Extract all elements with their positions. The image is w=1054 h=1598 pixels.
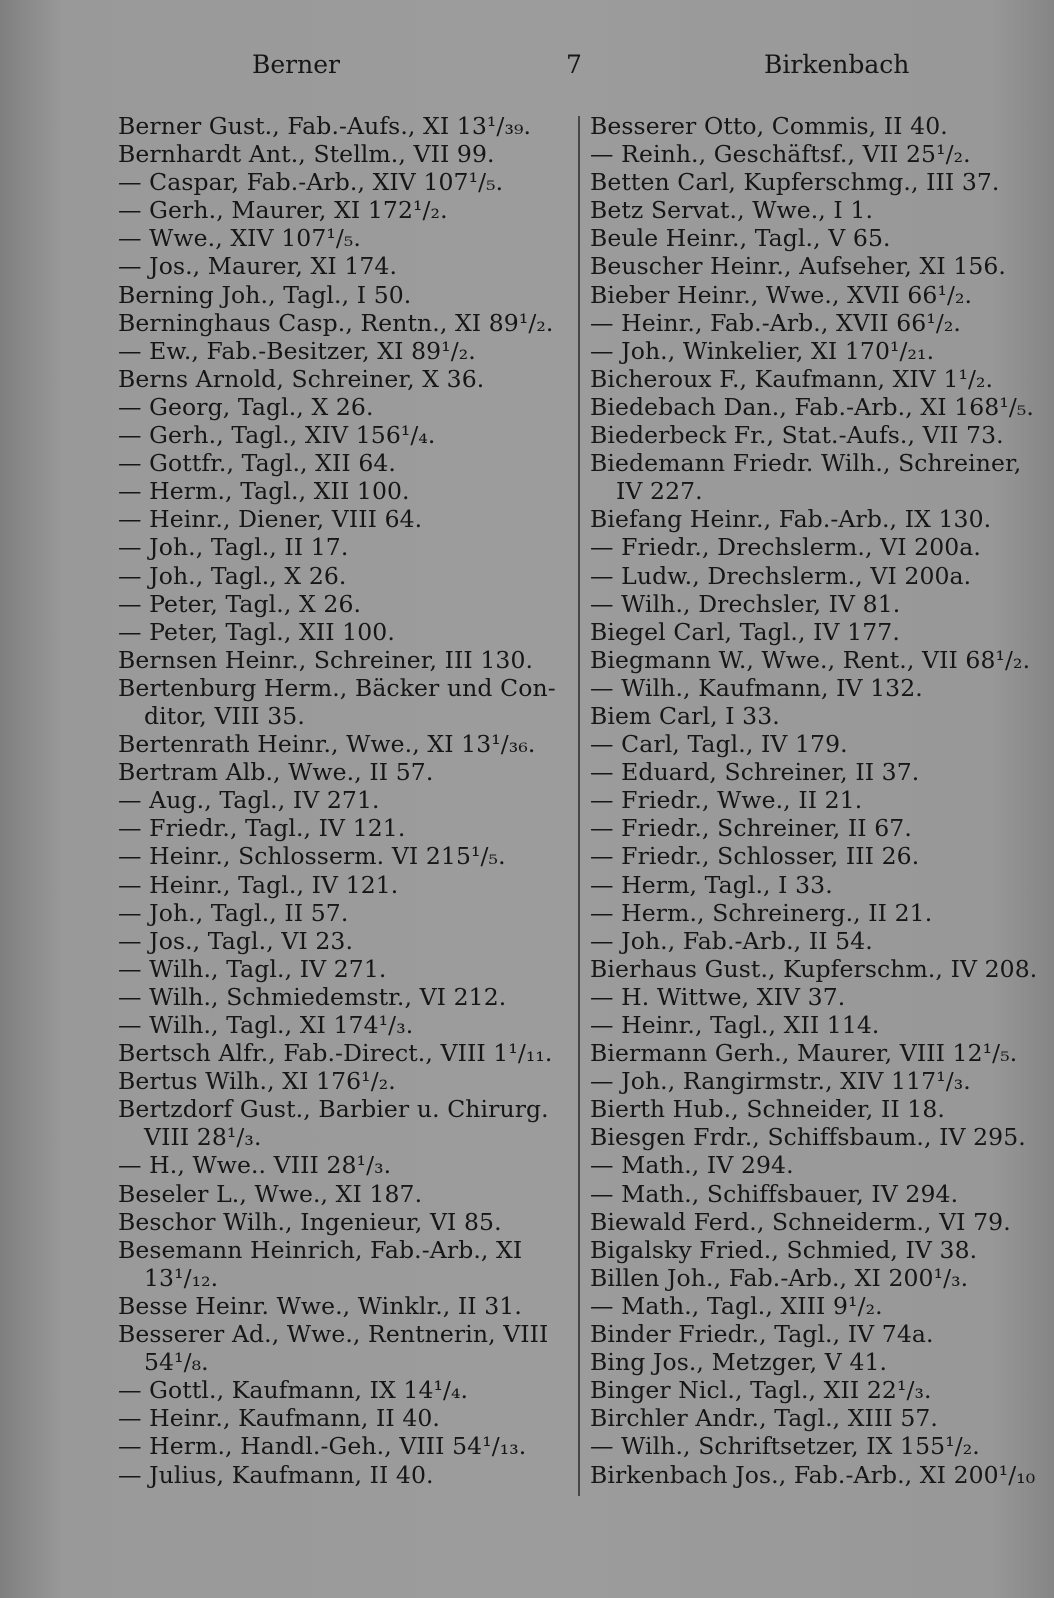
- directory-entry: — Julius, Kaufmann, II 40.: [118, 1460, 434, 1489]
- directory-entry: — Herm., Handl.-Geh., VIII 54¹/₁₃.: [118, 1432, 527, 1461]
- directory-entry: Biesgen Frdr., Schiffsbaum., IV 295.: [590, 1123, 1026, 1152]
- directory-entry: — H. Wittwe, XIV 37.: [590, 982, 846, 1011]
- directory-entry: Bertsch Alfr., Fab.-Direct., VIII 1¹/₁₁.: [118, 1039, 553, 1068]
- directory-entry: IV 227.: [616, 477, 703, 506]
- directory-entry: — Gottfr., Tagl., XII 64.: [118, 449, 397, 478]
- directory-entry: — Friedr., Wwe., II 21.: [590, 786, 863, 815]
- directory-entry: Binger Nicl., Tagl., XII 22¹/₃.: [590, 1376, 932, 1405]
- directory-entry: — Math., Tagl., XIII 9¹/₂.: [590, 1291, 883, 1320]
- directory-entry: — Gottl., Kaufmann, IX 14¹/₄.: [118, 1376, 469, 1405]
- directory-entry: Birchler Andr., Tagl., XIII 57.: [590, 1404, 939, 1433]
- directory-entry: Bing Jos., Metzger, V 41.: [590, 1348, 888, 1377]
- directory-entry: — Wilh., Tagl., IV 271.: [118, 954, 387, 983]
- directory-entry: Biegel Carl, Tagl., IV 177.: [590, 617, 900, 646]
- header-last-entry: Birkenbach: [764, 50, 910, 79]
- directory-entry: — Heinr., Diener, VIII 64.: [118, 505, 423, 534]
- directory-entry: — Joh., Tagl., II 57.: [118, 898, 349, 927]
- directory-entry: — Friedr., Tagl., IV 121.: [118, 814, 406, 843]
- directory-entry: — Gerh., Tagl., XIV 156¹/₄.: [118, 421, 436, 450]
- directory-entry: Bigalsky Fried., Schmied, IV 38.: [590, 1235, 978, 1264]
- directory-entry: Bierhaus Gust., Kupferschm., IV 208.: [590, 954, 1038, 983]
- directory-entry: Biedebach Dan., Fab.-Arb., XI 168¹/₅.: [590, 392, 1034, 421]
- directory-entry: Berninghaus Casp., Rentn., XI 89¹/₂.: [118, 308, 554, 337]
- directory-entry: Billen Joh., Fab.-Arb., XI 200¹/₃.: [590, 1263, 969, 1292]
- directory-entry: — Wilh., Kaufmann, IV 132.: [590, 673, 923, 702]
- directory-entry: — Wwe., XIV 107¹/₅.: [118, 224, 361, 253]
- directory-entry: — Herm., Schreinerg., II 21.: [590, 898, 933, 927]
- directory-entry: Berns Arnold, Schreiner, X 36.: [118, 364, 485, 393]
- directory-entry: — Jos., Maurer, XI 174.: [118, 252, 398, 281]
- directory-entry: — Heinr., Schlosserm. VI 215¹/₅.: [118, 842, 506, 871]
- directory-entry: Bierth Hub., Schneider, II 18.: [590, 1095, 945, 1124]
- directory-entry: — Math., Schiffsbauer, IV 294.: [590, 1179, 959, 1208]
- directory-entry: — H., Wwe.. VIII 28¹/₃.: [118, 1151, 392, 1180]
- directory-entry: 13¹/₁₂.: [144, 1263, 219, 1292]
- page-header: [0, 50, 1054, 94]
- right-column: [590, 112, 1038, 1489]
- directory-entry: Bieber Heinr., Wwe., XVII 66¹/₂.: [590, 280, 973, 309]
- directory-entry: Beule Heinr., Tagl., V 65.: [590, 224, 891, 253]
- column-divider: [578, 116, 580, 1496]
- directory-entry: — Wilh., Schriftsetzer, IX 155¹/₂.: [590, 1432, 980, 1461]
- directory-entry: Besserer Otto, Commis, II 40.: [590, 112, 948, 140]
- directory-entry: Bernsen Heinr., Schreiner, III 130.: [118, 645, 534, 674]
- directory-entry: — Wilh., Schmiedemstr., VI 212.: [118, 982, 507, 1011]
- directory-entry: Bertram Alb., Wwe., II 57.: [118, 758, 434, 787]
- directory-entry: — Herm., Tagl., XII 100.: [118, 477, 410, 506]
- directory-entry: Besemann Heinrich, Fab.-Arb., XI: [118, 1235, 523, 1264]
- directory-entry: Biederbeck Fr., Stat.-Aufs., VII 73.: [590, 421, 1004, 450]
- directory-entry: Bertzdorf Gust., Barbier u. Chirurg.: [118, 1095, 549, 1124]
- header-first-entry: Berner: [252, 50, 340, 79]
- directory-entry: Bertus Wilh., XI 176¹/₂.: [118, 1067, 396, 1096]
- directory-entry: — Gerh., Maurer, XI 172¹/₂.: [118, 196, 448, 225]
- directory-entry: — Caspar, Fab.-Arb., XIV 107¹/₅.: [118, 168, 504, 197]
- directory-entry: — Carl, Tagl., IV 179.: [590, 730, 848, 759]
- directory-entry: Betz Servat., Wwe., I 1.: [590, 196, 874, 225]
- directory-entry: Biedemann Friedr. Wilh., Schreiner,: [590, 449, 1022, 478]
- directory-entry: Besserer Ad., Wwe., Rentnerin, VIII: [118, 1320, 549, 1349]
- directory-entry: — Joh., Rangirmstr., XIV 117¹/₃.: [590, 1067, 971, 1096]
- directory-entry: — Friedr., Drechslerm., VI 200a.: [590, 533, 981, 562]
- directory-entry: Bertenrath Heinr., Wwe., XI 13¹/₃₆.: [118, 730, 536, 759]
- directory-entry: Birkenbach Jos., Fab.-Arb., XI 200¹/₁₀: [590, 1460, 1036, 1489]
- directory-entry: — Heinr., Tagl., IV 121.: [118, 870, 399, 899]
- directory-entry: ditor, VIII 35.: [144, 701, 305, 730]
- directory-entry: — Wilh., Tagl., XI 174¹/₃.: [118, 1011, 414, 1039]
- directory-entry: Beuscher Heinr., Aufseher, XI 156.: [590, 252, 1007, 281]
- directory-entry: — Friedr., Schlosser, III 26.: [590, 842, 920, 871]
- directory-entry: Bernhardt Ant., Stellm., VII 99.: [118, 140, 495, 169]
- directory-entry: — Math., IV 294.: [590, 1151, 794, 1180]
- directory-entry: — Joh., Winkelier, XI 170¹/₂₁.: [590, 336, 935, 365]
- directory-entry: Betten Carl, Kupferschmg., III 37.: [590, 168, 1000, 197]
- directory-entry: Biefang Heinr., Fab.-Arb., IX 130.: [590, 505, 992, 534]
- directory-entry: — Herm, Tagl., I 33.: [590, 870, 833, 899]
- directory-entry: Bertenburg Herm., Bäcker und Con-: [118, 673, 556, 702]
- directory-entry: — Peter, Tagl., X 26.: [118, 589, 362, 618]
- directory-entry: Biem Carl, I 33.: [590, 701, 780, 730]
- directory-entry: — Heinr., Fab.-Arb., XVII 66¹/₂.: [590, 308, 961, 337]
- directory-entry: — Ew., Fab.-Besitzer, XI 89¹/₂.: [118, 336, 476, 365]
- directory-entry: 54¹/₈.: [144, 1348, 209, 1377]
- directory-entry: — Joh., Fab.-Arb., II 54.: [590, 926, 873, 955]
- directory-entry: Berning Joh., Tagl., I 50.: [118, 280, 412, 309]
- directory-entry: — Georg, Tagl., X 26.: [118, 392, 374, 421]
- directory-entry: — Jos., Tagl., VI 23.: [118, 926, 354, 955]
- directory-entry: VIII 28¹/₃.: [144, 1123, 262, 1152]
- directory-entry: — Aug., Tagl., IV 271.: [118, 786, 380, 815]
- directory-entry: — Heinr., Kaufmann, II 40.: [118, 1404, 440, 1433]
- directory-entry: Bicheroux F., Kaufmann, XIV 1¹/₂.: [590, 364, 994, 393]
- directory-entry: — Eduard, Schreiner, II 37.: [590, 758, 920, 787]
- page-number: 7: [566, 50, 582, 79]
- directory-entry: Biewald Ferd., Schneiderm., VI 79.: [590, 1207, 1011, 1236]
- directory-entry: — Ludw., Drechslerm., VI 200a.: [590, 561, 972, 590]
- directory-entry: Besse Heinr. Wwe., Winklr., II 31.: [118, 1291, 522, 1320]
- directory-entry: — Joh., Tagl., X 26.: [118, 561, 347, 590]
- left-column: [118, 112, 573, 1489]
- directory-entry: — Reinh., Geschäftsf., VII 25¹/₂.: [590, 140, 971, 169]
- directory-entry: — Wilh., Drechsler, IV 81.: [590, 589, 901, 618]
- directory-entry: — Peter, Tagl., XII 100.: [118, 617, 395, 646]
- directory-entry: Beseler L., Wwe., XI 187.: [118, 1179, 423, 1208]
- directory-entry: Binder Friedr., Tagl., IV 74a.: [590, 1320, 934, 1349]
- directory-entry: — Joh., Tagl., II 17.: [118, 533, 349, 562]
- directory-entry: Berner Gust., Fab.-Aufs., XI 13¹/₃₉.: [118, 112, 532, 140]
- directory-entry: Biegmann W., Wwe., Rent., VII 68¹/₂.: [590, 645, 1031, 674]
- directory-entry: — Friedr., Schreiner, II 67.: [590, 814, 912, 843]
- directory-entry: — Heinr., Tagl., XII 114.: [590, 1011, 880, 1039]
- directory-entry: Biermann Gerh., Maurer, VIII 12¹/₅.: [590, 1039, 1018, 1068]
- directory-entry: Beschor Wilh., Ingenieur, VI 85.: [118, 1207, 502, 1236]
